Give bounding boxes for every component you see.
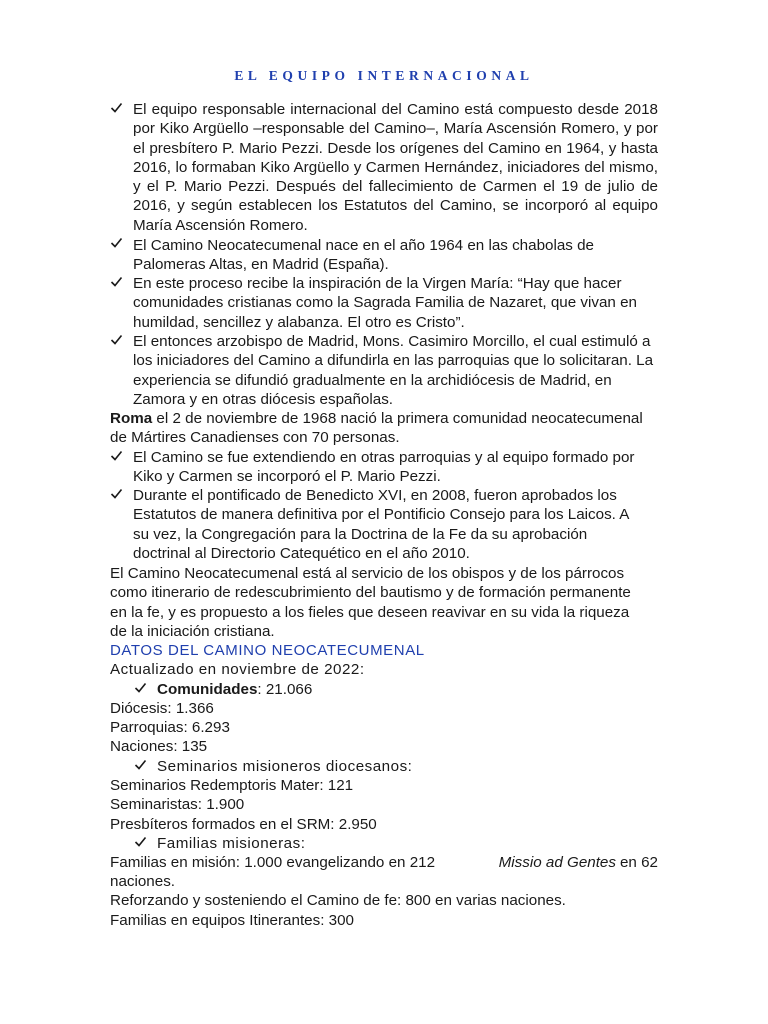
check-mark-icon <box>110 236 124 255</box>
closing-paragraph: El Camino Neocatecumenal está al servicio de los obispos y de los párrocos como itinerario de redescubrimiento del bautismo y de formación permanente en la fe, y es propuesto a los fieles que deseen reavivar en su vida la riqueza de la iniciación cristiana. <box>110 565 631 640</box>
parishes-line: Parroquias: 6.293 <box>110 719 230 736</box>
check-mark-icon <box>110 101 124 120</box>
families-heading: Familias misioneras: <box>157 835 306 852</box>
itinerant-line: Familias en equipos Itinerantes: 300 <box>110 912 354 929</box>
families-mission-line <box>110 853 658 872</box>
bullet-item: El equipo responsable internacional del Camino está compuesto desde 2018 por Kiko Argüello –responsable del Camino–, María Ascensión Romero, y por el presbítero P. Mario Pezzi. Desde los orígenes del Camino en 1964, y hasta 2016, lo formaban Kiko Argüello y Carmen Hernández, iniciadores del mismo, y el P. Mario Pezzi. Después del fallecimiento de Carmen el 19 de julio de 2016, y según establecen los Estatutos del Camino, se incorporó al equipo María Ascensión Romero. <box>133 101 658 234</box>
reinforcing-line: Reforzando y sosteniendo el Camino de fe: 800 en varias naciones. <box>110 892 566 909</box>
bullet-item: El entonces arzobispo de Madrid, Mons. Casimiro Morcillo, el cual estimuló a los iniciadores del Camino a difundirla en las parroquias que lo solicitaran. La experiencia se difundió gradualmente en la archidiócesis de Madrid, en Zamora y en otras diócesis españolas. <box>133 333 654 408</box>
roma-paragraph <box>110 409 662 448</box>
check-mark-icon <box>110 449 124 468</box>
check-mark-icon <box>134 834 148 853</box>
updated-date: Actualizado en noviembre de 2022: <box>110 661 365 678</box>
check-mark-icon <box>134 757 148 776</box>
families-mission-cont: naciones. <box>110 873 176 890</box>
section-heading: DATOS DEL CAMINO NEOCATECUMENAL <box>110 642 425 659</box>
bullet-item: El Camino Neocatecumenal nace en el año 1964 en las chabolas de Palomeras Altas, en Madrid (España). <box>133 237 594 274</box>
check-mark-icon <box>110 333 124 352</box>
bullet-item: Durante el pontificado de Benedicto XVI, en 2008, fueron aprobados los Estatutos de manera definitiva por el Pontificio Consejo para los Laicos. A su vez, la Congregación para la Doctrina de la Fe da su aprobación doctrinal al Directorio Catequético en el año 2010. <box>133 487 629 562</box>
dioceses-line: Diócesis: 1.366 <box>110 700 214 717</box>
communities-label: Comunidades <box>157 681 258 698</box>
page-title: EL EQUIPO INTERNACIONAL <box>234 68 534 83</box>
missio-ad-gentes: Missio ad Gentes <box>498 854 616 871</box>
seminaries-rm-line: Seminarios Redemptoris Mater: 121 <box>110 777 354 794</box>
bullet-item: En este proceso recibe la inspiración de la Virgen María: “Hay que hacer comunidades cristianas como la Sagrada Familia de Nazaret, que vivan en humildad, sencillez y alabanza. El otro es Cristo”. <box>133 275 637 331</box>
check-mark-icon <box>110 487 124 506</box>
families-mission-nations: en 62 <box>619 854 658 871</box>
seminaries-heading: Seminarios misioneros diocesanos: <box>157 758 413 775</box>
roma-bold: Roma <box>110 410 153 427</box>
seminarians-line: Seminaristas: 1.900 <box>110 796 245 813</box>
communities-line <box>157 680 312 699</box>
families-mission-text: Familias en misión: 1.000 evangelizando en 212 <box>110 854 436 871</box>
communities-value: : 21.066 <box>257 681 313 698</box>
bullet-item: El Camino se fue extendiendo en otras parroquias y al equipo formado por Kiko y Carmen se incorporó el P. Mario Pezzi. <box>133 449 635 486</box>
check-mark-icon <box>134 680 148 699</box>
check-mark-icon <box>110 275 124 294</box>
nations-line: Naciones: 135 <box>110 738 208 755</box>
priests-line: Presbíteros formados en el SRM: 2.950 <box>110 816 377 833</box>
roma-rest: el 2 de noviembre de 1968 nació la primera comunidad neocatecumenal de Mártires Canadienses con 70 personas. <box>110 410 643 447</box>
